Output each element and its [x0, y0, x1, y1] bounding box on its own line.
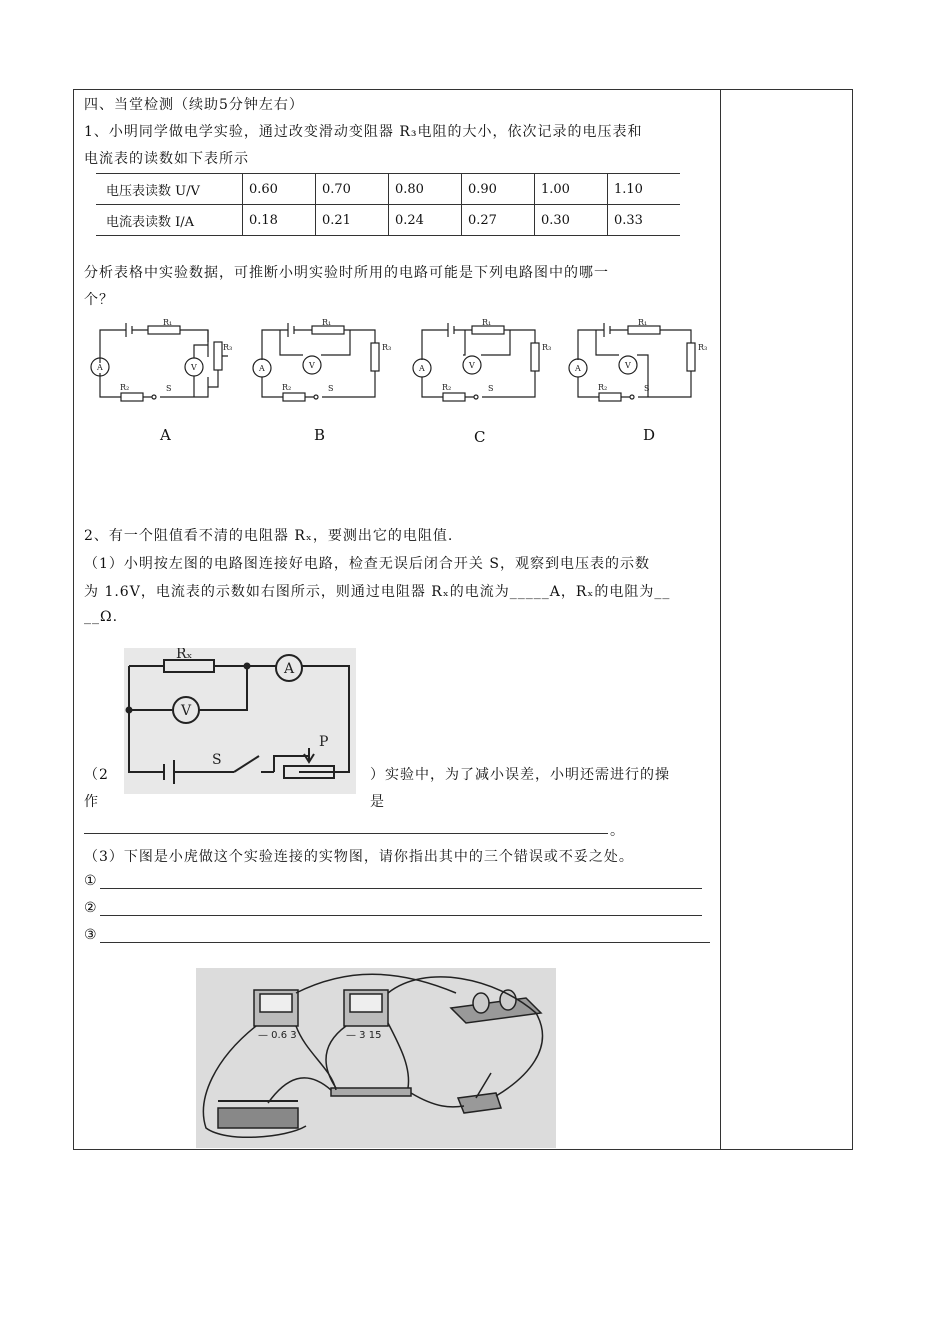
- row-label: 电流表读数 I/A: [96, 205, 243, 236]
- q1-prompt-line2: 个？: [84, 292, 114, 308]
- section-title: 四、当堂检测（续助5分钟左右）: [84, 97, 304, 113]
- rx-circuit-figure: [124, 648, 356, 794]
- option-c: C: [474, 428, 486, 446]
- label-r1: R₁: [482, 318, 492, 327]
- q2-part2-left2: 作: [84, 794, 99, 810]
- table-cell: 0.27: [462, 205, 535, 236]
- q2-part2-left1: （2: [84, 767, 109, 783]
- option-b: B: [314, 426, 326, 444]
- label-switch: S: [166, 384, 172, 393]
- answer-line-1: [100, 888, 702, 889]
- q2-part1-line3: __Ω.: [84, 609, 119, 625]
- label-r1: R₁: [638, 318, 648, 327]
- table-cell: 0.90: [462, 174, 535, 205]
- circuit-a-labels: [96, 318, 232, 393]
- apparatus-photo: [196, 968, 556, 1148]
- switch-icon: [458, 1093, 501, 1113]
- option-d: D: [643, 426, 656, 444]
- table-cell: 1.10: [608, 174, 681, 205]
- circuit-c: [413, 323, 539, 401]
- label-ammeter: A: [575, 364, 581, 373]
- label-r3: R₃: [542, 343, 552, 352]
- label-switch: S: [644, 384, 650, 393]
- resistor-icon: [331, 1088, 411, 1096]
- blank-marker-3: ③: [84, 927, 98, 943]
- q1-prompt-line1: 分析表格中实验数据，可推断小明实验时所用的电路可能是下列电路图中的哪一: [84, 265, 609, 281]
- answer-line: [84, 833, 608, 834]
- q2-intro: 2、有一个阻值看不清的电阻器 Rₓ，要测出它的电阻值.: [84, 528, 454, 544]
- q2-part1-line1: （1）小明按左图的电路图连接好电路，检查无误后闭合开关 S，观察到电压表的示数: [84, 556, 650, 572]
- circuit-diagrams: [88, 315, 728, 415]
- table-row: [96, 205, 680, 236]
- table-cell: 1.00: [535, 174, 608, 205]
- label-ammeter: A: [97, 363, 103, 372]
- figure-label-slider: P: [319, 734, 329, 750]
- circuit-a: [91, 323, 228, 401]
- answer-line-2: [100, 915, 702, 916]
- option-a: A: [160, 426, 171, 444]
- table-cell: 0.80: [389, 174, 462, 205]
- q2-part2-end: 。: [610, 823, 625, 839]
- q2-part1-line2: 为 1.6V，电流表的示数如右图所示，则通过电阻器 Rₓ的电流为_____A，Rₓ的电阻为__: [84, 584, 671, 600]
- q2-part2-right2: 是: [370, 794, 385, 810]
- label-voltmeter: V: [469, 361, 475, 370]
- label-r2: R₂: [598, 383, 608, 392]
- label-r2: R₂: [120, 383, 130, 392]
- q1-text-line1: 1、小明同学做电学实验，通过改变滑动变阻器 R₃电阻的大小，依次记录的电压表和: [84, 124, 643, 140]
- label-r3: R₃: [223, 343, 233, 352]
- table-cell: 0.30: [535, 205, 608, 236]
- answer-line-3: [100, 942, 710, 943]
- q2-part2-right1: ）实验中，为了减小误差，小明还需进行的操: [370, 767, 670, 783]
- row-label: 电压表读数 U/V: [96, 174, 243, 205]
- figure-label-ammeter: A: [284, 661, 295, 677]
- blank-marker-2: ②: [84, 900, 98, 916]
- battery-icon: [451, 998, 541, 1023]
- label-switch: S: [328, 384, 334, 393]
- label-r1: R₁: [163, 318, 173, 327]
- label-ammeter: A: [419, 364, 425, 373]
- label-voltmeter: V: [625, 361, 631, 370]
- blank-marker-1: ①: [84, 873, 98, 889]
- table-cell: 0.18: [243, 205, 316, 236]
- label-voltmeter: V: [309, 361, 315, 370]
- label-r3: R₃: [698, 343, 708, 352]
- data-table: [96, 173, 680, 236]
- label-r3: R₃: [382, 343, 392, 352]
- table-cell: 0.70: [316, 174, 389, 205]
- label-switch: S: [488, 384, 494, 393]
- label-r1: R₁: [322, 318, 332, 327]
- ammeter-scale: — 0.6 3: [258, 1030, 297, 1041]
- table-cell: 0.21: [316, 205, 389, 236]
- column-divider: [720, 89, 721, 1150]
- label-ammeter: A: [259, 364, 265, 373]
- label-r2: R₂: [442, 383, 452, 392]
- figure-label-switch: S: [212, 752, 222, 768]
- table-cell: 0.24: [389, 205, 462, 236]
- label-r2: R₂: [282, 383, 292, 392]
- figure-label-rx: Rₓ: [176, 648, 193, 662]
- table-cell: 0.60: [243, 174, 316, 205]
- circuit-d: [569, 323, 695, 401]
- table-row: [96, 174, 680, 205]
- label-voltmeter: V: [191, 363, 197, 372]
- figure-label-voltmeter: V: [181, 703, 192, 719]
- table-cell: 0.33: [608, 205, 681, 236]
- q2-part3: （3）下图是小虎做这个实验连接的实物图，请你指出其中的三个错误或不妥之处。: [84, 849, 634, 865]
- voltmeter-scale: — 3 15: [346, 1030, 382, 1041]
- rheostat-icon: [218, 1108, 298, 1128]
- q1-text-line2: 电流表的读数如下表所示: [84, 151, 249, 167]
- circuit-b: [253, 323, 379, 401]
